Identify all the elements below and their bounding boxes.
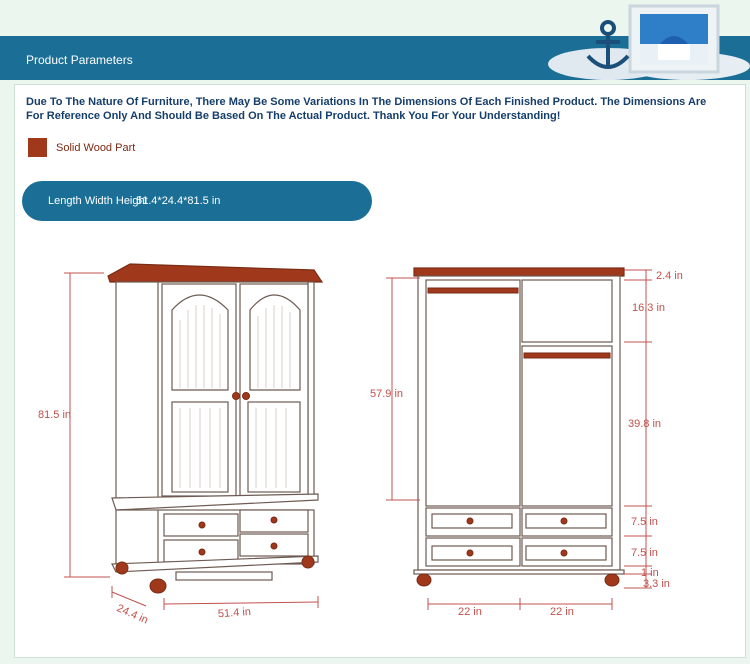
upper-shelf-label: 16.3 in xyxy=(632,302,666,314)
base-gap-label: 1 in xyxy=(641,567,659,579)
foot-label: 3.3 in xyxy=(643,578,670,590)
legend-label: Solid Wood Part xyxy=(56,142,136,154)
front-width-label: 51.4 in xyxy=(217,605,252,621)
drawer-upper-label: 7.5 in xyxy=(631,516,658,528)
right-width-label: 22 in xyxy=(550,606,574,618)
left-width-label: 22 in xyxy=(458,606,482,618)
top-thickness-label: 2.4 in xyxy=(656,270,683,282)
right-hanging-label: 39.8 in xyxy=(628,418,662,430)
front-height-label: 81.5 in xyxy=(38,409,72,421)
page-title: Product Parameters xyxy=(26,53,133,67)
dimension-notice: Due To The Nature Of Furniture, There May Be Some Variations In The Dimensions Of Each Finished Product. The Dimensions Are For Reference Only And Should Be Based On The Actual Product. Thank You For Your Understanding! xyxy=(26,96,707,122)
left-hanging-label: 57.9 in xyxy=(370,388,404,400)
drawer-lower-label: 7.5 in xyxy=(631,547,658,559)
dimensions-value: 51.4*24.4*81.5 in xyxy=(136,195,221,207)
dimensions-label: Length Width Height xyxy=(48,195,148,207)
front-depth-label: 24.4 in xyxy=(114,602,150,627)
